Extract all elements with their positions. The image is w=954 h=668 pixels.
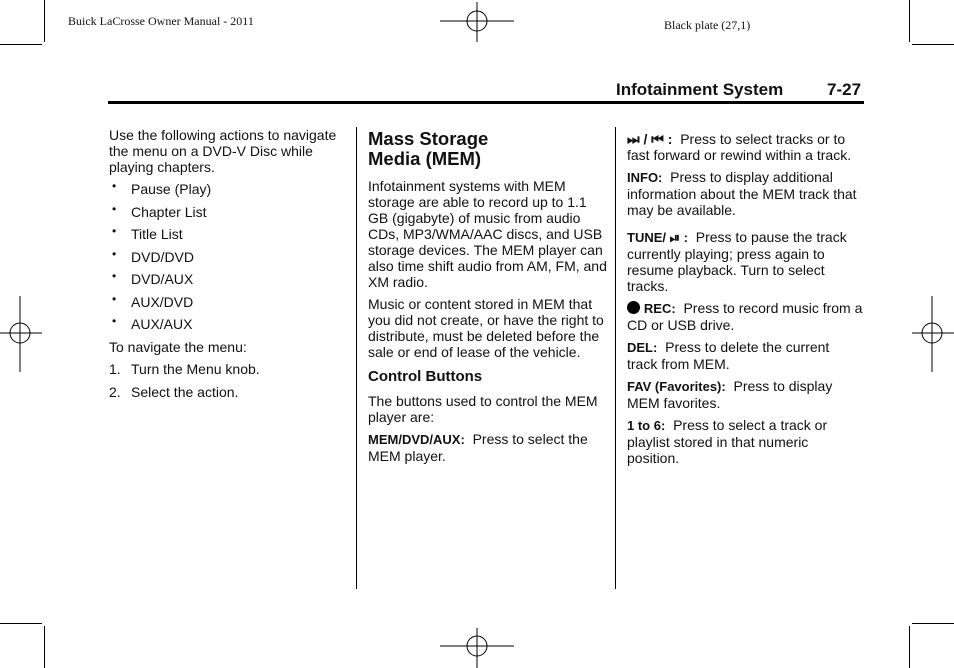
- section-title: Infotainment System: [616, 80, 784, 99]
- navigate-label: To navigate the menu:: [109, 338, 247, 355]
- bullet-icon: •: [112, 246, 117, 261]
- seek-track-icon: ⏭ / ⏮ :: [627, 131, 673, 147]
- step-item: 1. Turn the Menu knob.: [109, 360, 260, 377]
- crop-mark-tr-v: [909, 0, 910, 42]
- preset-label: 1 to 6:: [627, 418, 666, 433]
- crop-mark-tl-v: [44, 0, 45, 42]
- manual-title: Buick LaCrosse Owner Manual - 2011: [68, 14, 254, 28]
- registration-mark-bottom: [440, 626, 514, 668]
- registration-mark-top: [440, 2, 514, 44]
- info-entry: INFO: Press to display additional information about the MEM track that may be available.: [627, 169, 857, 218]
- bullet-icon: •: [112, 201, 117, 216]
- list-item: • AUX/AUX: [112, 314, 193, 332]
- del-label: DEL:: [627, 340, 658, 355]
- list-item: • Title List: [112, 224, 183, 242]
- registration-mark-left: [0, 296, 42, 372]
- section-heading: Mass Storage Media (MEM): [368, 128, 489, 169]
- del-entry: DEL: Press to delete the current track from MEM.: [627, 339, 830, 372]
- intro-paragraph: Use the following actions to navigate the menu on a DVD-V Disc while playing chapters.: [109, 127, 337, 175]
- column-2: [368, 127, 608, 464]
- step-list: [109, 361, 349, 407]
- plate-label: Black plate (27,1): [664, 18, 751, 32]
- seek-entry: ⏭ / ⏮ : Press to select tracks or to fast forward or rewind within a track.: [627, 131, 852, 163]
- column-divider-2: [615, 127, 616, 589]
- bullet-icon: •: [112, 291, 117, 306]
- header-rule: [108, 101, 864, 104]
- fav-entry: FAV (Favorites): Press to display MEM favorites.: [627, 378, 833, 411]
- list-item: • DVD/AUX: [112, 269, 194, 287]
- tune-play-pause-icon: TUNE/ ⏯ :: [627, 230, 688, 245]
- page-number: 7-27: [827, 80, 862, 99]
- bullet-icon: •: [112, 314, 117, 328]
- column-3: [627, 131, 863, 466]
- mem-paragraph-2: Music or content stored in MEM that you did not create, or have the right to distribute, must be deleted before the sale or end of lease of the vehicle.: [368, 296, 604, 360]
- mem-dvd-aux-label: MEM/DVD/AUX:: [368, 432, 465, 447]
- crop-mark-br-h: [912, 623, 954, 624]
- column-1: [109, 127, 349, 407]
- record-icon: [627, 301, 640, 314]
- crop-mark-br-v: [909, 626, 910, 668]
- fav-label: FAV (Favorites):: [627, 379, 726, 394]
- list-item: • AUX/DVD: [112, 291, 194, 310]
- crop-mark-tr-h: [912, 44, 954, 45]
- rec-label: REC:: [643, 301, 676, 316]
- rec-entry: REC: Press to record music from a CD or USB drive.: [627, 300, 863, 333]
- column-divider-1: [356, 127, 357, 589]
- crop-mark-tl-h: [0, 44, 42, 45]
- info-label: INFO:: [627, 170, 663, 185]
- list-item: • Chapter List: [112, 201, 207, 220]
- registration-mark-right: [912, 296, 954, 372]
- mem-paragraph-3: The buttons used to control the MEM player are:: [368, 393, 598, 425]
- control-buttons-heading: Control Buttons: [368, 368, 483, 385]
- crop-mark-bl-h: [0, 623, 42, 624]
- action-list: [109, 181, 349, 339]
- mem-dvd-aux-entry: MEM/DVD/AUX: Press to select the MEM player.: [368, 431, 588, 464]
- list-item: • DVD/DVD: [112, 246, 195, 265]
- tune-entry: TUNE/ ⏯ : Press to pause the track currently playing; press again to resume playback. Turn to select tracks.: [627, 229, 847, 294]
- bullet-icon: •: [112, 179, 117, 193]
- bullet-icon: •: [112, 269, 117, 283]
- mem-paragraph-1: Infotainment systems with MEM storage are able to record up to 1.1 GB (gigabyte) of music from audio CDs, MP3/WMA/AAC discs, and USB storage devices. The MEM player can also time shift audio from AM, FM, and XM radio.: [368, 178, 607, 290]
- step-item: 2. Select the action.: [109, 383, 239, 400]
- preset-entry: 1 to 6: Press to select a track or playlist stored in that numeric position.: [627, 417, 828, 466]
- list-item: • Pause (Play): [112, 179, 212, 197]
- crop-mark-bl-v: [44, 626, 45, 668]
- bullet-icon: •: [112, 224, 117, 238]
